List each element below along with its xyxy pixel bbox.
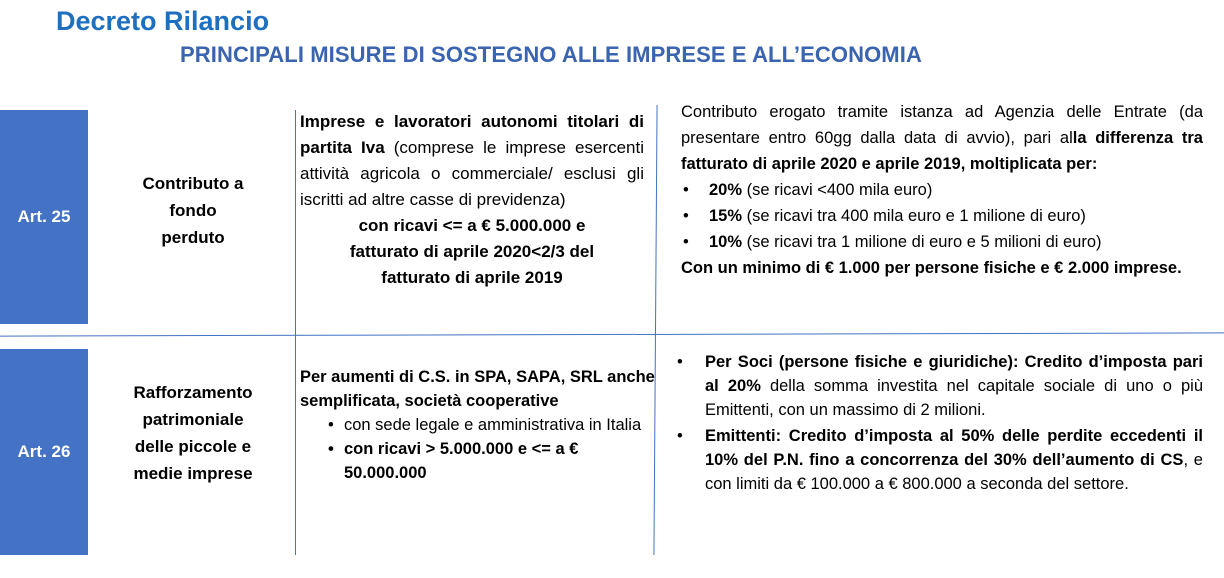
- article-tag-25: Art. 25: [0, 110, 88, 324]
- page-title: Decreto Rilancio: [56, 6, 270, 36]
- page-subtitle: PRINCIPALI MISURE DI SOSTEGNO ALLE IMPRESE E ALL’ECONOMIA: [180, 42, 922, 67]
- list-item: • Emittenti: Credito d’imposta al 50% delle perdite eccedenti il 10% del P.N. fino a concorrenza del 30% dell’aumento di CS, e con limiti da € 100.000 a € 800.000 a seconda del settore.: [675, 424, 1203, 496]
- beneficiaries-26: Per aumenti di C.S. in SPA, SAPA, SRL anche semplificata, società cooperative • con sede legale e amministrativa in Italia • con ricavi > 5.000.000 e <= a € 50.000.000: [300, 365, 660, 485]
- list-item: • 10% (se ricavi tra 1 milione di euro e 5 milioni di euro): [681, 229, 1203, 255]
- measure-detail-26: [675, 350, 1203, 498]
- column-divider-2: [653, 105, 657, 555]
- list-item: • 20% (se ricavi <400 mila euro): [681, 177, 1203, 203]
- list-item: • 15% (se ricavi tra 400 mila euro e 1 milione di euro): [681, 203, 1203, 229]
- column-divider-1: [295, 110, 296, 555]
- beneficiaries-25: Imprese e lavoratori autonomi titolari di partita Iva (comprese le imprese esercenti attività agricola o commerciale/ esclusi gli iscritti ad altre casse di previdenza) con ricavi <= a € 5.000.000 e fatturato di aprile 2020<2/3 del fatturato di aprile 2019: [300, 112, 645, 287]
- measure-name-26: Rafforzamento patrimoniale delle piccole e medie imprese: [133, 383, 253, 483]
- list-item: • Per Soci (persone fisiche e giuridiche): Credito d’imposta pari al 20% della somma investita nel capitale sociale di uno o più Emittenti, con un massimo di 2 milioni.: [675, 350, 1203, 422]
- list-item: • con sede legale e amministrativa in Italia: [300, 413, 660, 437]
- measure-name-25: Contributo a fondo perduto: [142, 174, 244, 247]
- list-item: • con ricavi > 5.000.000 e <= a € 50.000.000: [300, 437, 660, 485]
- article-tag-26: Art. 26: [0, 349, 88, 555]
- measure-detail-25: Contributo erogato tramite istanza ad Agenzia delle Entrate (da presentare entro 60gg dalla data di avvio), pari alla differenza tra fatturato di aprile 2020 e aprile 2019, moltiplicata per: • 20% (se ricavi <400 mila euro) • 15% (se ricavi tra 400 mila euro e 1 milione di euro) • 10% (se ricavi tra 1 milione di euro e 5 milioni di euro) Con un minimo di € 1.000 per persone fisiche e € 2.000 imprese.: [681, 99, 1203, 281]
- row-divider: [0, 332, 1224, 336]
